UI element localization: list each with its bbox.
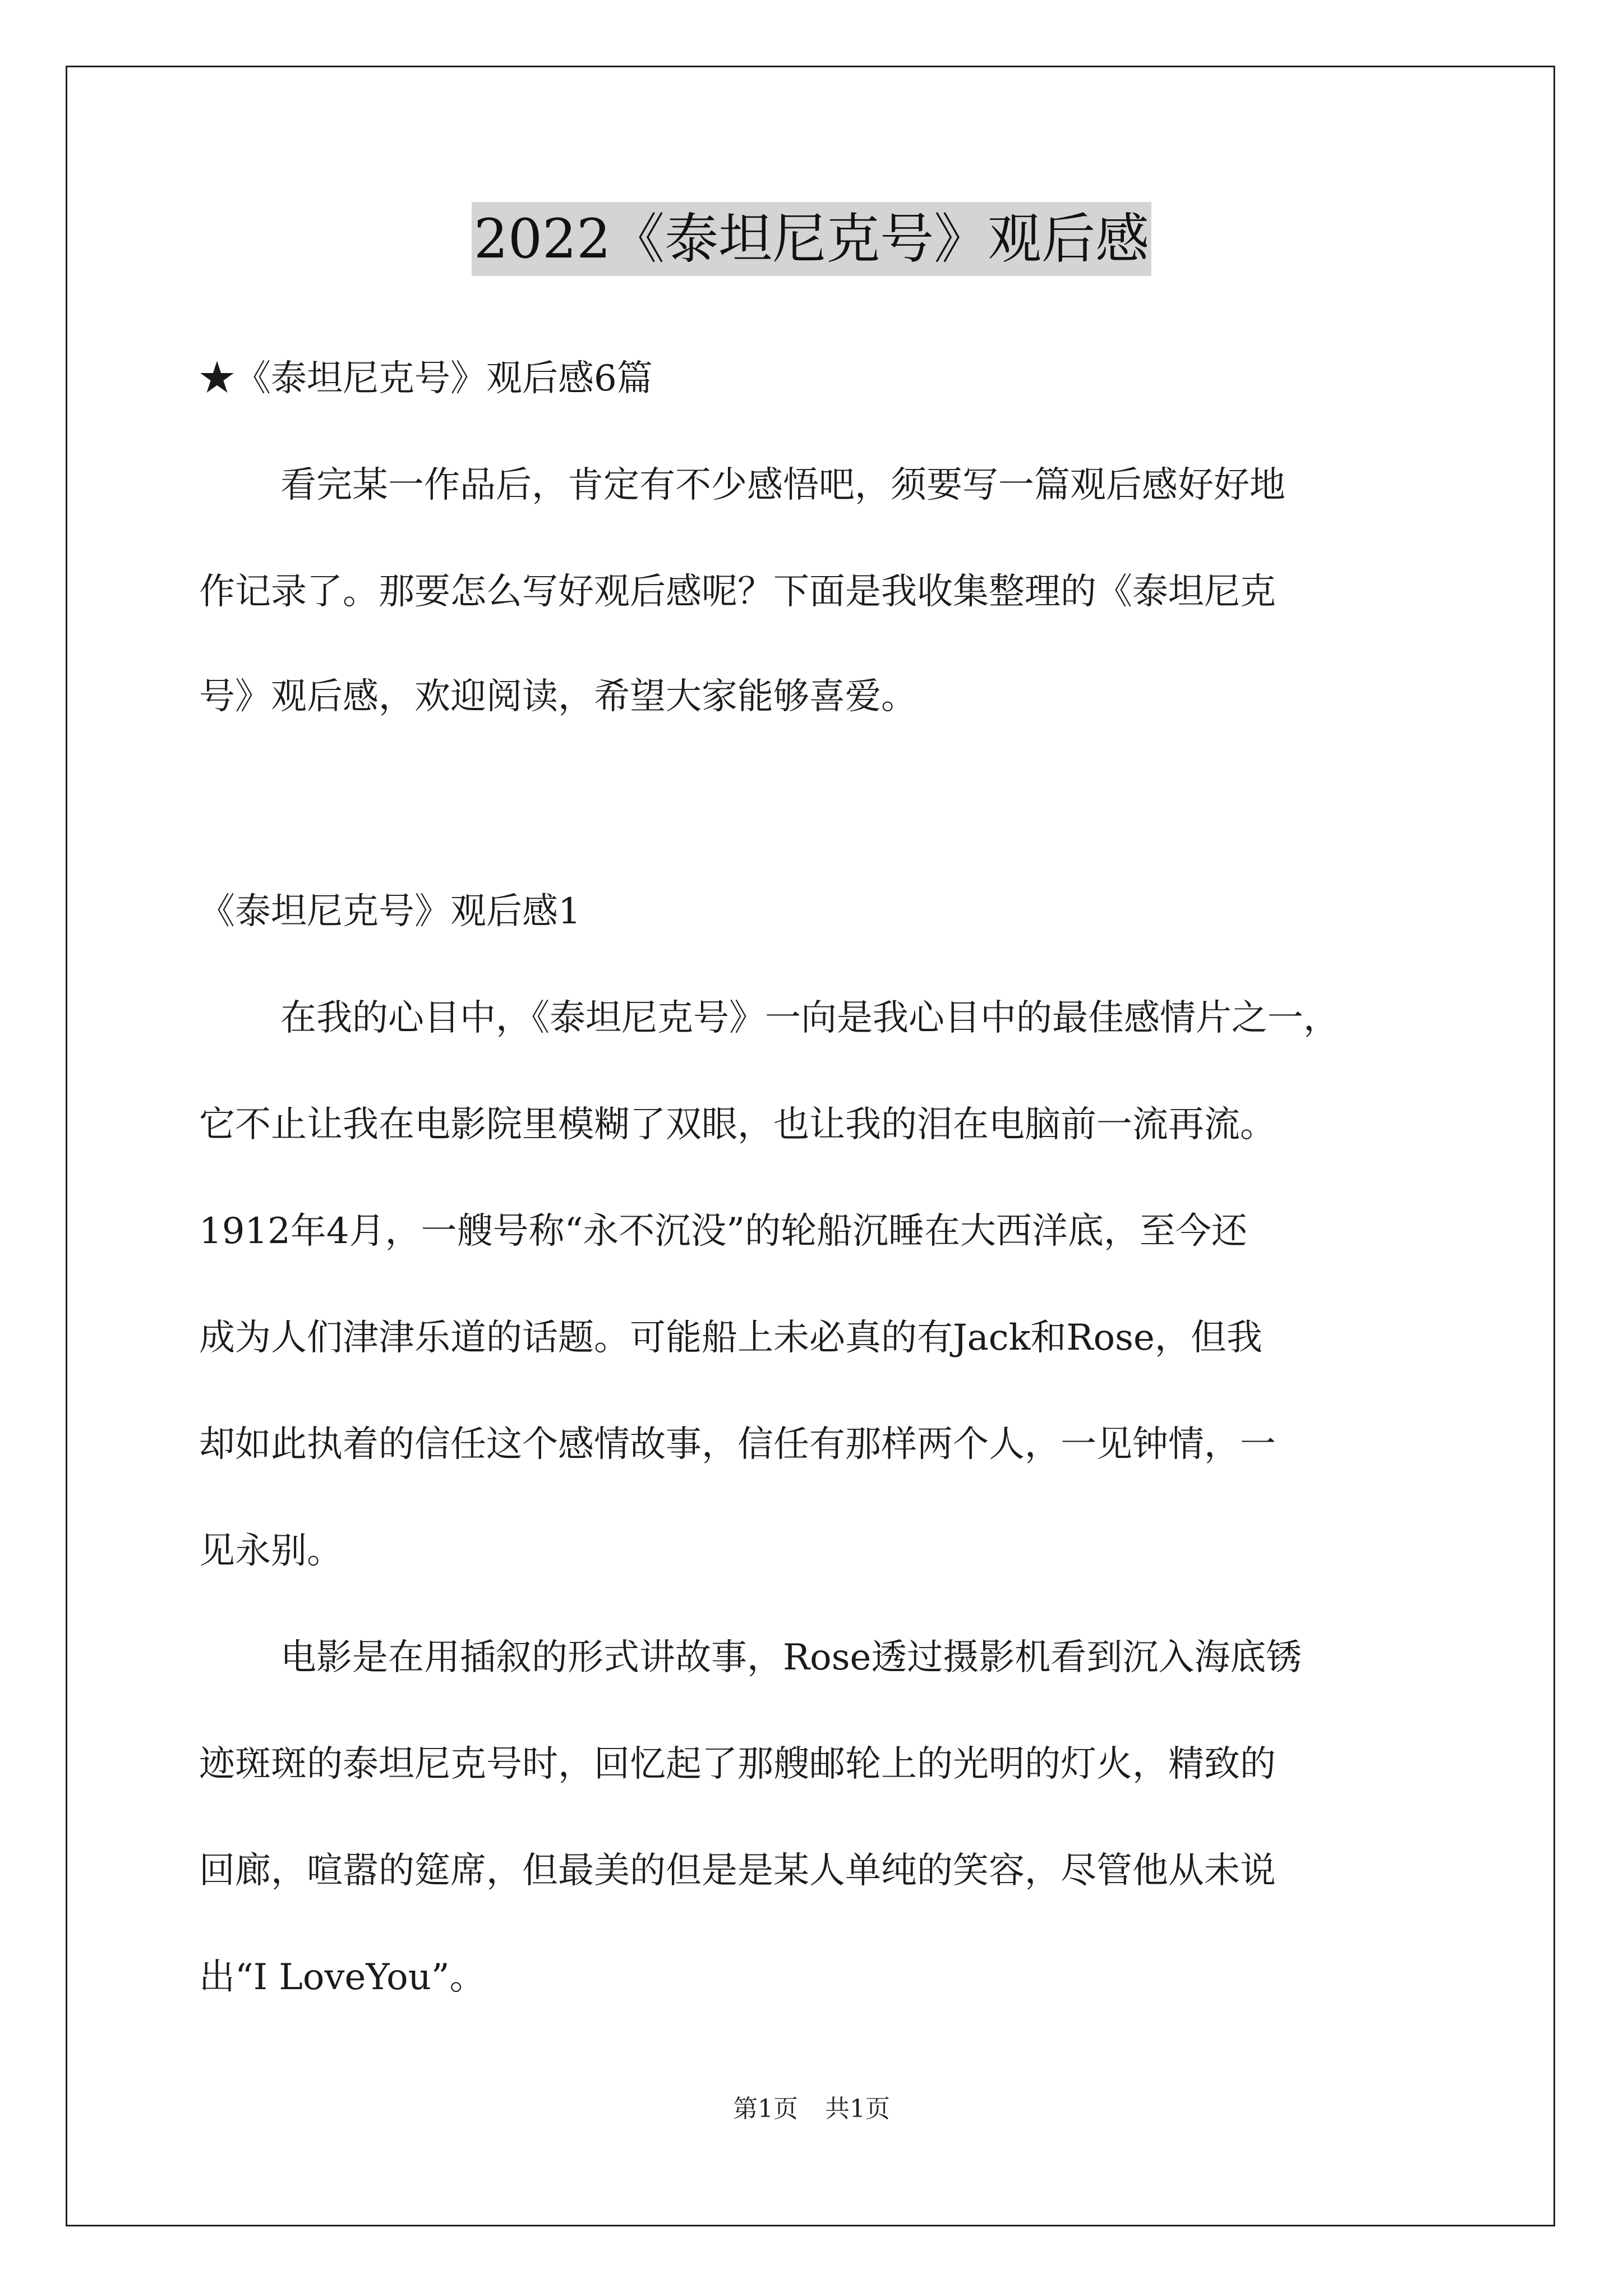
paragraph1-line-2: 它不止让我在电影院里模糊了双眼，也让我的泪在电脑前一流再流。 xyxy=(199,1104,1276,1145)
intro-line-1: 看完某一作品后，肯定有不少感悟吧，须要写一篇观后感好好地 xyxy=(280,464,1285,506)
page-total: 共1页 xyxy=(825,2095,890,2123)
paragraph1-line-6: 见永别。 xyxy=(199,1530,343,1572)
title-container xyxy=(0,202,1623,276)
paragraph2-line-3: 回廊，喧嚣的筵席，但最美的但是是某人单纯的笑容，尽管他从未说 xyxy=(199,1850,1276,1892)
paragraph1-line-4: 成为人们津津乐道的话题。可能船上未必真的有Jack和Rose，但我 xyxy=(199,1317,1262,1359)
page-number: 第1页 xyxy=(733,2095,798,2123)
document-subtitle: ★《泰坦尼克号》观后感6篇 xyxy=(199,358,653,399)
intro-line-3: 号》观后感，欢迎阅读，希望大家能够喜爱。 xyxy=(199,676,917,717)
paragraph2-line-4: 出“I LoveYou”。 xyxy=(199,1957,486,1998)
paragraph2-line-2: 迹斑斑的泰坦尼克号时，回忆起了那艘邮轮上的光明的灯火，精致的 xyxy=(199,1743,1276,1785)
document-title: 2022《泰坦尼克号》观后感 xyxy=(472,202,1151,276)
paragraph1-line-1: 在我的心目中，《泰坦尼克号》一向是我心目中的最佳感情片之一， xyxy=(280,997,1339,1039)
paragraph1-line-3: 1912年4月，一艘号称“永不沉没”的轮船沉睡在大西洋底，至今还 xyxy=(199,1211,1248,1252)
paragraph2-line-1: 电影是在用插叙的形式讲故事，Rose透过摄影机看到沉入海底锈 xyxy=(280,1637,1302,1678)
section-heading: 《泰坦尼克号》观后感1 xyxy=(199,891,581,932)
intro-line-2: 作记录了。那要怎么写好观后感呢？下面是我收集整理的《泰坦尼克 xyxy=(199,571,1276,613)
page-footer xyxy=(0,2092,1623,2126)
paragraph1-line-5: 却如此执着的信任这个感情故事，信任有那样两个人，一见钟情，一 xyxy=(199,1424,1276,1465)
